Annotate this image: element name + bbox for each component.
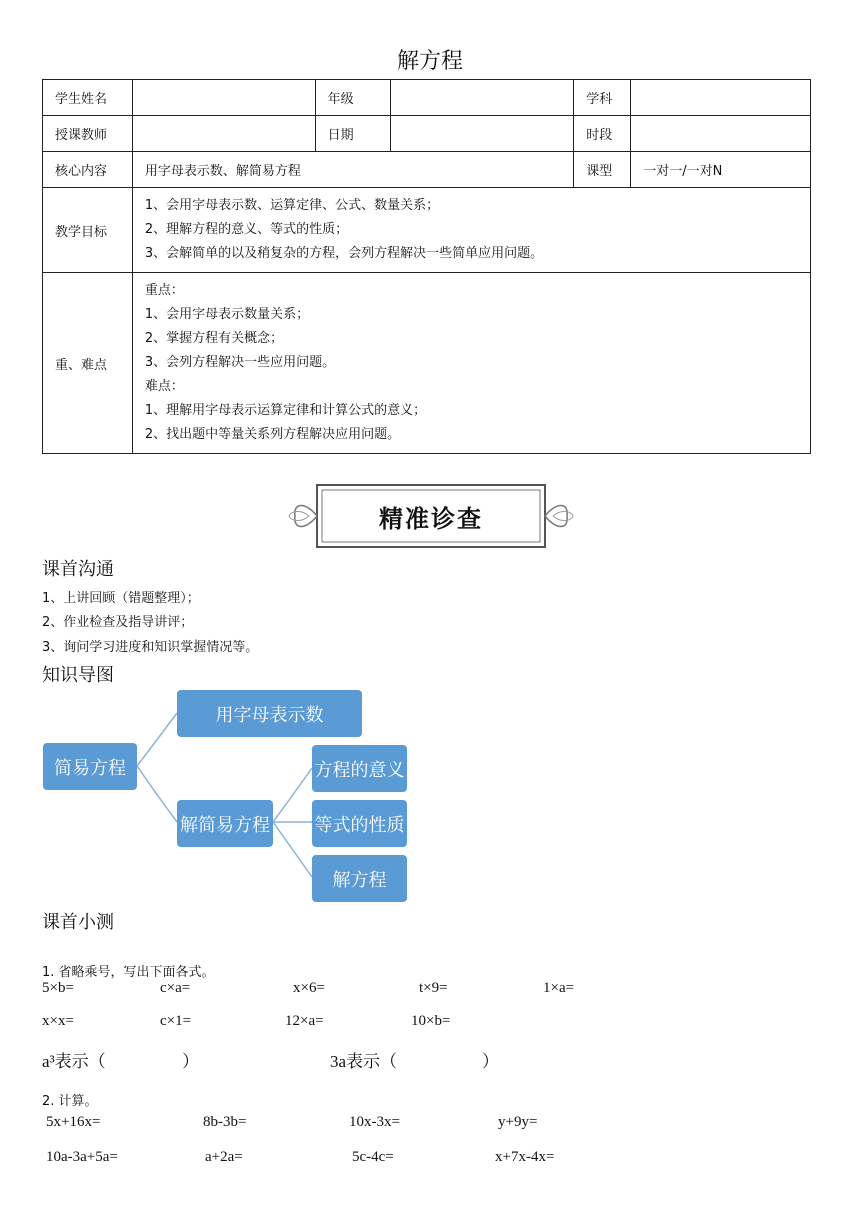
quiz-question-2: 2. 计算。 [42,1094,98,1109]
key-point-item: 2、掌握方程有关概念； [144,331,284,346]
key-point-item: 1、会用字母表示数量关系； [144,307,310,322]
quiz-expression: 5×b= [42,980,74,996]
quiz-expression: 5c-4c= [352,1149,394,1165]
quiz-heading: 课首小测 [42,912,114,933]
quiz-expression: a³表示（ ） [42,1052,200,1071]
quiz-expression: t×9= [419,980,448,996]
quiz-expression: 10x-3x= [349,1114,400,1130]
date-label: 日期 [315,116,390,152]
communication-item: 3、询问学习进度和知识掌握情况等。 [42,640,259,655]
goal-item: 2、理解方程的意义、等式的性质； [144,222,349,237]
teacher-label: 授课教师 [43,116,133,152]
period-label: 时段 [574,116,631,152]
core-content-value: 用字母表示数、解简易方程 [132,152,573,188]
goal-item: 1、会用字母表示数、运算定律、公式、数量关系； [144,198,440,213]
mindmap-leaf-properties: 等式的性质 [312,800,407,847]
quiz-expression: 8b-3b= [203,1114,247,1130]
mindmap-leaf-solve: 解方程 [312,855,407,902]
communication-heading: 课首沟通 [42,559,114,580]
key-point-item: 3、会列方程解决一些应用问题。 [144,355,336,370]
mindmap-heading: 知识导图 [42,665,114,686]
mindmap-root-node: 简易方程 [43,743,137,790]
goal-item: 3、会解简单的以及稍复杂的方程，会列方程解决一些简单应用问题。 [144,246,544,261]
quiz-expression: 10a-3a+5a= [46,1149,118,1165]
student-name-label: 学生姓名 [43,80,133,116]
mindmap-branch-equations: 解简易方程 [177,800,273,847]
lesson-type-value: 一对一/一对N [631,152,811,188]
quiz-expression: x+7x-4x= [495,1149,555,1165]
quiz-expression: y+9y= [498,1114,538,1130]
page-title: 解方程 [396,49,463,74]
quiz-expression: 1×a= [543,980,575,996]
quiz-expression: c×1= [160,1013,192,1029]
key-point-item: 难点： [144,379,184,394]
key-point-item: 重点： [144,283,184,298]
subject-label: 学科 [574,80,631,116]
quiz-expression: 12×a= [285,1013,324,1029]
mindmap-branch-letters: 用字母表示数 [177,690,362,737]
quiz-expression: c×a= [160,980,191,996]
key-point-item: 1、理解用字母表示运算定律和计算公式的意义； [144,403,427,418]
quiz-expression: a+2a= [205,1149,243,1165]
quiz-expression: 5x+16x= [46,1114,101,1130]
mindmap-leaf-meaning: 方程的意义 [312,745,407,792]
communication-item: 2、作业检查及指导讲评； [42,615,194,630]
lesson-type-label: 课型 [574,152,631,188]
teaching-goal-label: 教学目标 [43,188,133,273]
quiz-expression: 10×b= [411,1013,451,1029]
grade-label: 年级 [315,80,390,116]
key-point-item: 2、找出题中等量关系列方程解决应用问题。 [144,427,401,442]
banner-title: 精准诊查 [379,504,483,533]
core-content-label: 核心内容 [43,152,133,188]
key-points-label: 重、难点 [43,273,133,454]
quiz-expression: x×6= [293,980,325,996]
communication-item: 1、上讲回顾（错题整理）； [42,591,200,606]
quiz-expression: 3a表示（ ） [330,1052,500,1071]
quiz-question-1: 1. 省略乘号，写出下面各式。 [42,965,215,980]
quiz-expression: x×x= [42,1013,74,1029]
